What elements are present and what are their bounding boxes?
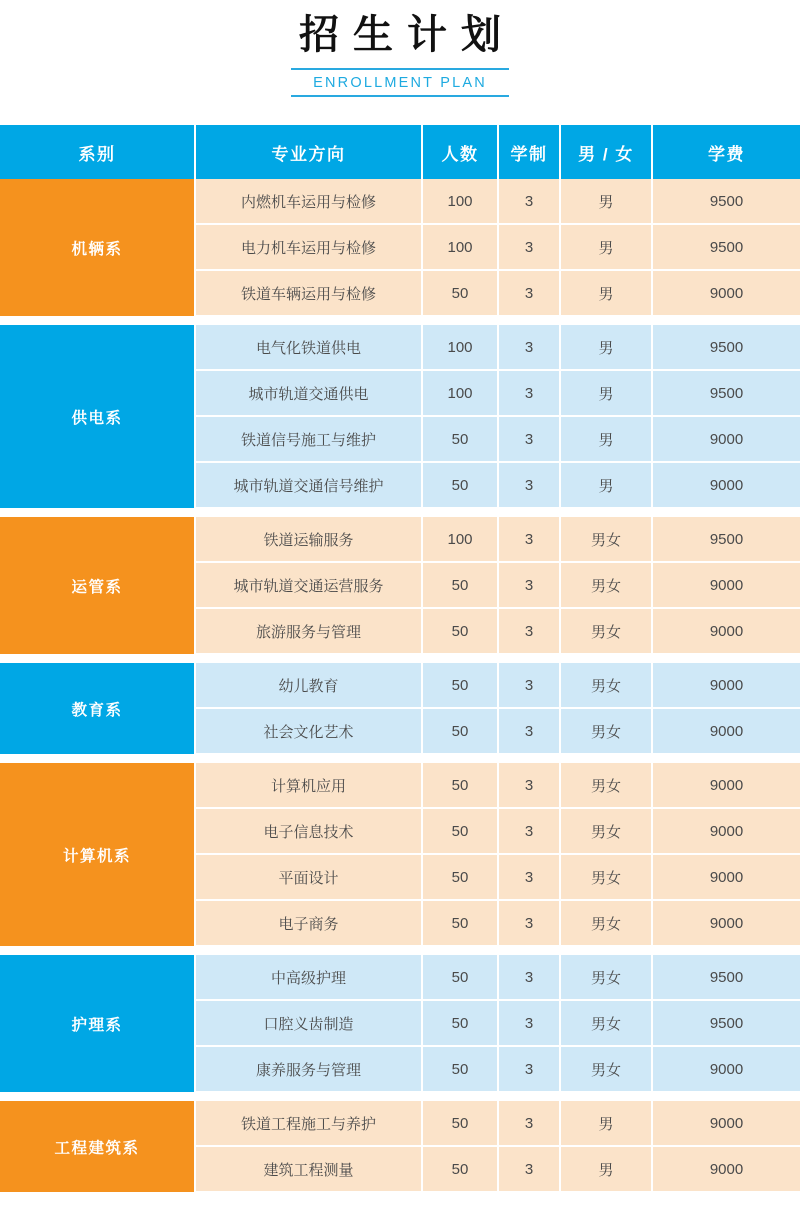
department-cell: 供电系 xyxy=(0,325,195,508)
count-cell: 50 xyxy=(422,1146,498,1192)
tuition-cell: 9000 xyxy=(652,270,800,316)
major-cell: 建筑工程测量 xyxy=(195,1146,422,1192)
gender-cell: 男 xyxy=(560,370,652,416)
table-row xyxy=(0,517,800,562)
tuition-cell: 9500 xyxy=(652,1000,800,1046)
major-cell: 平面设计 xyxy=(195,854,422,900)
tuition-cell: 9000 xyxy=(652,562,800,608)
duration-cell: 3 xyxy=(498,1101,560,1146)
group-separator xyxy=(0,508,800,517)
tuition-cell: 9000 xyxy=(652,808,800,854)
department-cell: 工程建筑系 xyxy=(0,1101,195,1192)
gender-cell: 男女 xyxy=(560,1046,652,1092)
table-row xyxy=(0,763,800,808)
major-cell: 旅游服务与管理 xyxy=(195,608,422,654)
gender-cell: 男女 xyxy=(560,517,652,562)
major-cell: 铁道运输服务 xyxy=(195,517,422,562)
group-separator xyxy=(0,1092,800,1101)
table-row xyxy=(0,179,800,224)
duration-cell: 3 xyxy=(498,416,560,462)
count-cell: 100 xyxy=(422,370,498,416)
gender-cell: 男 xyxy=(560,1146,652,1192)
gender-cell: 男 xyxy=(560,1101,652,1146)
gender-cell: 男 xyxy=(560,325,652,370)
count-cell: 50 xyxy=(422,900,498,946)
tuition-cell: 9500 xyxy=(652,370,800,416)
count-cell: 50 xyxy=(422,462,498,508)
duration-cell: 3 xyxy=(498,900,560,946)
gender-cell: 男女 xyxy=(560,1000,652,1046)
count-cell: 50 xyxy=(422,854,498,900)
group-separator xyxy=(0,654,800,663)
tuition-cell: 9000 xyxy=(652,1146,800,1192)
table-header-row xyxy=(0,125,800,179)
tuition-cell: 9500 xyxy=(652,224,800,270)
tuition-cell: 9500 xyxy=(652,325,800,370)
duration-cell: 3 xyxy=(498,1000,560,1046)
column-header-department: 系别 xyxy=(0,125,195,179)
major-cell: 口腔义齿制造 xyxy=(195,1000,422,1046)
major-cell: 康养服务与管理 xyxy=(195,1046,422,1092)
tuition-cell: 9500 xyxy=(652,955,800,1000)
tuition-cell: 9000 xyxy=(652,462,800,508)
major-cell: 电力机车运用与检修 xyxy=(195,224,422,270)
table-row xyxy=(0,325,800,370)
column-header-tuition: 学费 xyxy=(652,125,800,179)
page-header xyxy=(0,0,800,97)
major-cell: 电气化铁道供电 xyxy=(195,325,422,370)
major-cell: 电子信息技术 xyxy=(195,808,422,854)
group-separator xyxy=(0,754,800,763)
department-cell: 计算机系 xyxy=(0,763,195,946)
count-cell: 100 xyxy=(422,179,498,224)
tuition-cell: 9000 xyxy=(652,708,800,754)
count-cell: 100 xyxy=(422,224,498,270)
gender-cell: 男女 xyxy=(560,763,652,808)
count-cell: 100 xyxy=(422,517,498,562)
duration-cell: 3 xyxy=(498,370,560,416)
major-cell: 城市轨道交通运营服务 xyxy=(195,562,422,608)
duration-cell: 3 xyxy=(498,224,560,270)
table-header xyxy=(0,125,800,179)
table-row xyxy=(0,955,800,1000)
tuition-cell: 9000 xyxy=(652,900,800,946)
count-cell: 50 xyxy=(422,663,498,708)
duration-cell: 3 xyxy=(498,854,560,900)
major-cell: 计算机应用 xyxy=(195,763,422,808)
column-header-major: 专业方向 xyxy=(195,125,422,179)
major-cell: 铁道工程施工与养护 xyxy=(195,1101,422,1146)
group-separator xyxy=(0,316,800,325)
gender-cell: 男 xyxy=(560,462,652,508)
page-subtitle: ENROLLMENT PLAN xyxy=(313,75,487,91)
major-cell: 内燃机车运用与检修 xyxy=(195,179,422,224)
duration-cell: 3 xyxy=(498,1146,560,1192)
tuition-cell: 9000 xyxy=(652,663,800,708)
duration-cell: 3 xyxy=(498,663,560,708)
duration-cell: 3 xyxy=(498,1046,560,1092)
department-cell: 机辆系 xyxy=(0,179,195,316)
major-cell: 幼儿教育 xyxy=(195,663,422,708)
column-header-count: 人数 xyxy=(422,125,498,179)
tuition-cell: 9500 xyxy=(652,517,800,562)
count-cell: 50 xyxy=(422,955,498,1000)
gender-cell: 男女 xyxy=(560,900,652,946)
gender-cell: 男女 xyxy=(560,854,652,900)
gender-cell: 男女 xyxy=(560,608,652,654)
duration-cell: 3 xyxy=(498,517,560,562)
group-separator xyxy=(0,946,800,955)
table-row xyxy=(0,663,800,708)
count-cell: 50 xyxy=(422,808,498,854)
tuition-cell: 9000 xyxy=(652,763,800,808)
duration-cell: 3 xyxy=(498,270,560,316)
department-cell: 教育系 xyxy=(0,663,195,754)
department-cell: 运管系 xyxy=(0,517,195,654)
count-cell: 100 xyxy=(422,325,498,370)
major-cell: 铁道车辆运用与检修 xyxy=(195,270,422,316)
count-cell: 50 xyxy=(422,1046,498,1092)
duration-cell: 3 xyxy=(498,462,560,508)
gender-cell: 男 xyxy=(560,179,652,224)
major-cell: 电子商务 xyxy=(195,900,422,946)
department-cell: 护理系 xyxy=(0,955,195,1092)
gender-cell: 男女 xyxy=(560,663,652,708)
enrollment-table xyxy=(0,125,800,1193)
major-cell: 中高级护理 xyxy=(195,955,422,1000)
count-cell: 50 xyxy=(422,708,498,754)
gender-cell: 男 xyxy=(560,416,652,462)
tuition-cell: 9500 xyxy=(652,179,800,224)
duration-cell: 3 xyxy=(498,955,560,1000)
table-row xyxy=(0,1101,800,1146)
gender-cell: 男女 xyxy=(560,808,652,854)
column-header-duration: 学制 xyxy=(498,125,560,179)
tuition-cell: 9000 xyxy=(652,1101,800,1146)
duration-cell: 3 xyxy=(498,179,560,224)
gender-cell: 男 xyxy=(560,224,652,270)
gender-cell: 男 xyxy=(560,270,652,316)
count-cell: 50 xyxy=(422,562,498,608)
major-cell: 城市轨道交通供电 xyxy=(195,370,422,416)
page-subtitle-frame xyxy=(291,68,509,97)
duration-cell: 3 xyxy=(498,608,560,654)
tuition-cell: 9000 xyxy=(652,854,800,900)
gender-cell: 男女 xyxy=(560,955,652,1000)
major-cell: 社会文化艺术 xyxy=(195,708,422,754)
count-cell: 50 xyxy=(422,1000,498,1046)
table-body xyxy=(0,179,800,1192)
tuition-cell: 9000 xyxy=(652,416,800,462)
duration-cell: 3 xyxy=(498,708,560,754)
duration-cell: 3 xyxy=(498,325,560,370)
gender-cell: 男女 xyxy=(560,562,652,608)
duration-cell: 3 xyxy=(498,562,560,608)
count-cell: 50 xyxy=(422,416,498,462)
count-cell: 50 xyxy=(422,1101,498,1146)
tuition-cell: 9000 xyxy=(652,1046,800,1092)
column-header-gender: 男 / 女 xyxy=(560,125,652,179)
count-cell: 50 xyxy=(422,608,498,654)
duration-cell: 3 xyxy=(498,763,560,808)
count-cell: 50 xyxy=(422,270,498,316)
gender-cell: 男女 xyxy=(560,708,652,754)
duration-cell: 3 xyxy=(498,808,560,854)
major-cell: 铁道信号施工与维护 xyxy=(195,416,422,462)
tuition-cell: 9000 xyxy=(652,608,800,654)
page-title: 招生计划 xyxy=(299,11,515,58)
count-cell: 50 xyxy=(422,763,498,808)
major-cell: 城市轨道交通信号维护 xyxy=(195,462,422,508)
